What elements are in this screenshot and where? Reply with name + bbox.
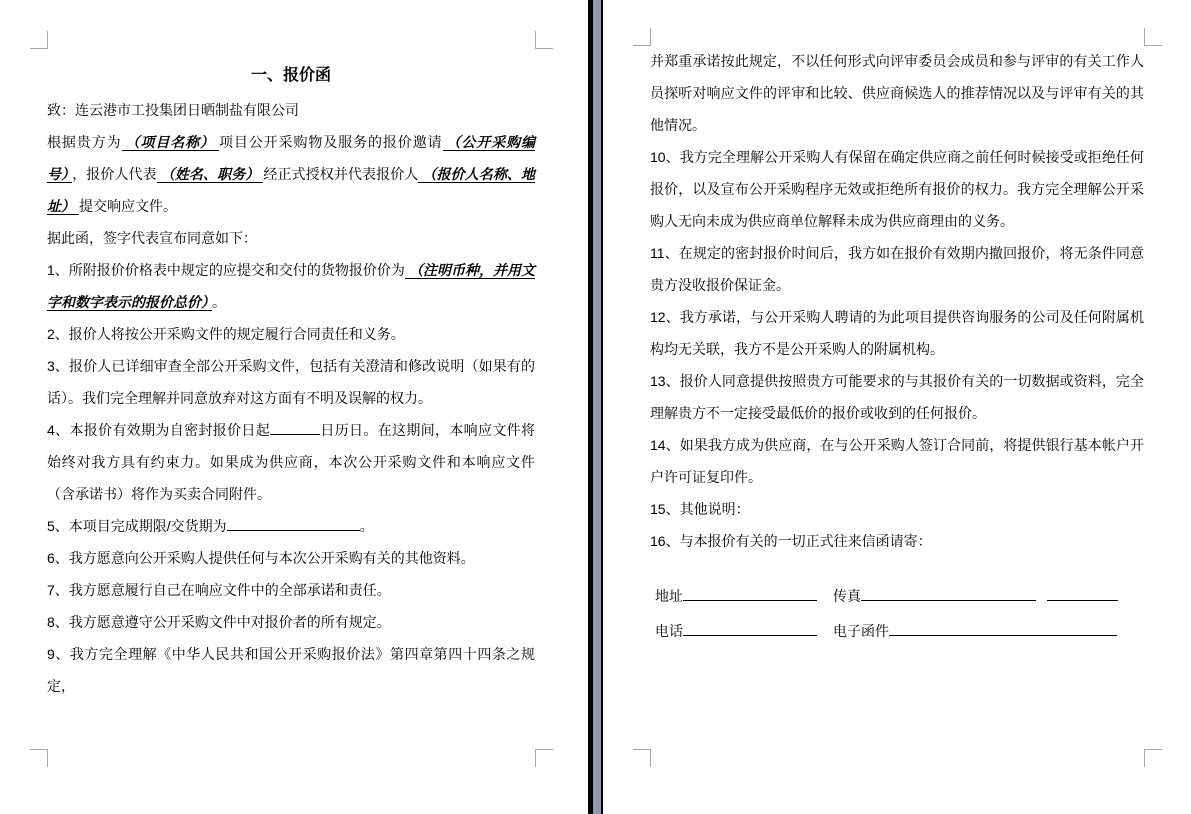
text-run: 1、所附报价价格表中规定的应提交和交付的货物报价价为 — [47, 262, 405, 278]
text-run: 提交响应文件。 — [79, 198, 177, 214]
contact-form — [650, 579, 1144, 649]
fill-in-hint: （公开采购编号） — [47, 134, 536, 182]
text-boundary-mark-top-left — [30, 31, 48, 49]
phone-blank-line — [683, 620, 817, 636]
contact-row-2 — [655, 614, 1144, 649]
address-blank-line — [683, 585, 817, 601]
list-item-15: 15、其他说明： — [650, 501, 750, 517]
fill-in-hint: （项目名称） — [122, 134, 219, 151]
text-run: 日历日。在这期间，本响应文件将始终对我方具有约束力。如果成为供应商，本次公开采购文件和本响应文件（含承诺书）将作为买卖合同附件。 — [47, 422, 535, 502]
list-item-2 — [47, 318, 535, 350]
text-run: 经正式授权并代表报价人 — [263, 166, 419, 182]
list-item-4 — [47, 414, 535, 510]
text-boundary-mark-top-right — [1144, 28, 1162, 46]
list-item-14: 14、如果我方成为供应商，在与公开采购人签订合同前，将提供银行基本帐户开户许可证复印件。 — [650, 437, 1144, 485]
text-boundary-mark-bottom-right — [535, 749, 553, 767]
salutation-line: 致：连云港市工投集团日晒制盐有限公司 — [47, 102, 299, 118]
text-run: 项目公开采购物及服务的报价邀请 — [218, 134, 443, 150]
text-boundary-mark-bottom-left — [30, 749, 48, 767]
text-boundary-mark-top-left — [633, 28, 651, 46]
fill-in-hint: （注明币种，并用文字和数字表示的报价总价） — [47, 262, 536, 310]
fax-blank-line — [861, 585, 1036, 601]
page-1-text-area — [47, 48, 535, 702]
text-run: 5、本项目完成期限/交货期为 — [47, 518, 227, 534]
list-item-12: 12、我方承诺，与公开采购人聘请的为此项目提供咨询服务的公司及任何附属机构均无关联，我方不是公开采购人的附属机构。 — [650, 309, 1144, 357]
extra-blank-line — [1047, 585, 1118, 601]
email-label: 电子函件 — [833, 623, 889, 639]
list-item-9 — [47, 638, 535, 702]
text-run: 4、本报价有效期为自密封报价日起 — [47, 422, 271, 438]
fax-label: 传真 — [833, 588, 861, 604]
phone-label: 电话 — [655, 623, 683, 639]
list-item-5 — [47, 510, 535, 542]
page-2-text-area — [650, 45, 1144, 649]
text-boundary-mark-bottom-right — [1144, 749, 1162, 767]
text-boundary-mark-top-right — [535, 31, 553, 49]
text-run: 3、报价人已详细审查全部公开采购文件，包括有关澄清和修改说明（如果有的话）。我们完全理解并同意放弃对这方面有不明及误解的权力。 — [47, 358, 535, 406]
page-gap — [593, 0, 601, 814]
list-item-8 — [47, 606, 535, 638]
list-item-13: 13、报价人同意提供按照贵方可能要求的与其报价有关的一切数据或资料，完全理解贵方不一定接受最低价的报价或收到的任何报价。 — [650, 373, 1144, 421]
text-run: 。 — [359, 518, 374, 534]
intro-paragraph — [47, 126, 535, 222]
list-item-10: 10、我方完全理解公开采购人有保留在确定供应商之前任何时候接受或拒绝任何报价，以及宣布公开采购程序无效或拒绝所有报价的权力。我方完全理解公开采购人无向未成为供应商单位解释未成为供应商理由的义务。 — [650, 149, 1144, 229]
blank-underline — [270, 420, 320, 435]
text-run: ，报价人代表 — [72, 166, 157, 182]
list-item-3 — [47, 350, 535, 414]
text-run: 9、我方完全理解《中华人民共和国公开采购报价法》第四章第四十四条之规定， — [47, 646, 535, 694]
text-run: 根据贵方为 — [47, 134, 122, 150]
list-item-9-continuation: 并郑重承诺按此规定，不以任何形式向评审委员会成员和参与评审的有关工作人员探听对响应文件的评审和比较、供应商候选人的推荐情况以及与评审有关的其他情况。 — [650, 53, 1144, 133]
text-run: 6、我方愿意向公开采购人提供任何与本次公开采购有关的其他资料。 — [47, 550, 475, 566]
text-run: 2、报价人将按公开采购文件的规定履行合同责任和义务。 — [47, 326, 405, 342]
text-boundary-mark-bottom-left — [633, 749, 651, 767]
contact-row-1 — [655, 579, 1144, 614]
document-title: 一、报价函 — [250, 67, 331, 84]
list-item-6 — [47, 542, 535, 574]
list-item-1 — [47, 254, 535, 318]
document-page-2 — [603, 0, 1191, 814]
list-item-11: 11、在规定的密封报价时间后，我方如在报价有效期内撤回报价，将无条件同意贵方没收报价保证金。 — [650, 245, 1144, 293]
text-run: 7、我方愿意履行自己在响应文件中的全部承诺和责任。 — [47, 582, 391, 598]
declaration-line: 据此函，签字代表宣布同意如下： — [47, 230, 257, 246]
text-run: 。 — [212, 294, 226, 310]
fill-in-hint: （报价人名称、地址） — [47, 166, 536, 214]
address-label: 地址 — [655, 588, 683, 604]
document-page-1 — [0, 0, 588, 814]
list-item-16: 16、与本报价有关的一切正式往来信函请寄： — [650, 533, 932, 549]
email-blank-line — [889, 620, 1117, 636]
list-item-7 — [47, 574, 535, 606]
blank-underline — [227, 516, 360, 531]
fill-in-hint: （姓名、职务） — [157, 166, 264, 183]
text-run: 8、我方愿意遵守公开采购文件中对报价者的所有规定。 — [47, 614, 391, 630]
